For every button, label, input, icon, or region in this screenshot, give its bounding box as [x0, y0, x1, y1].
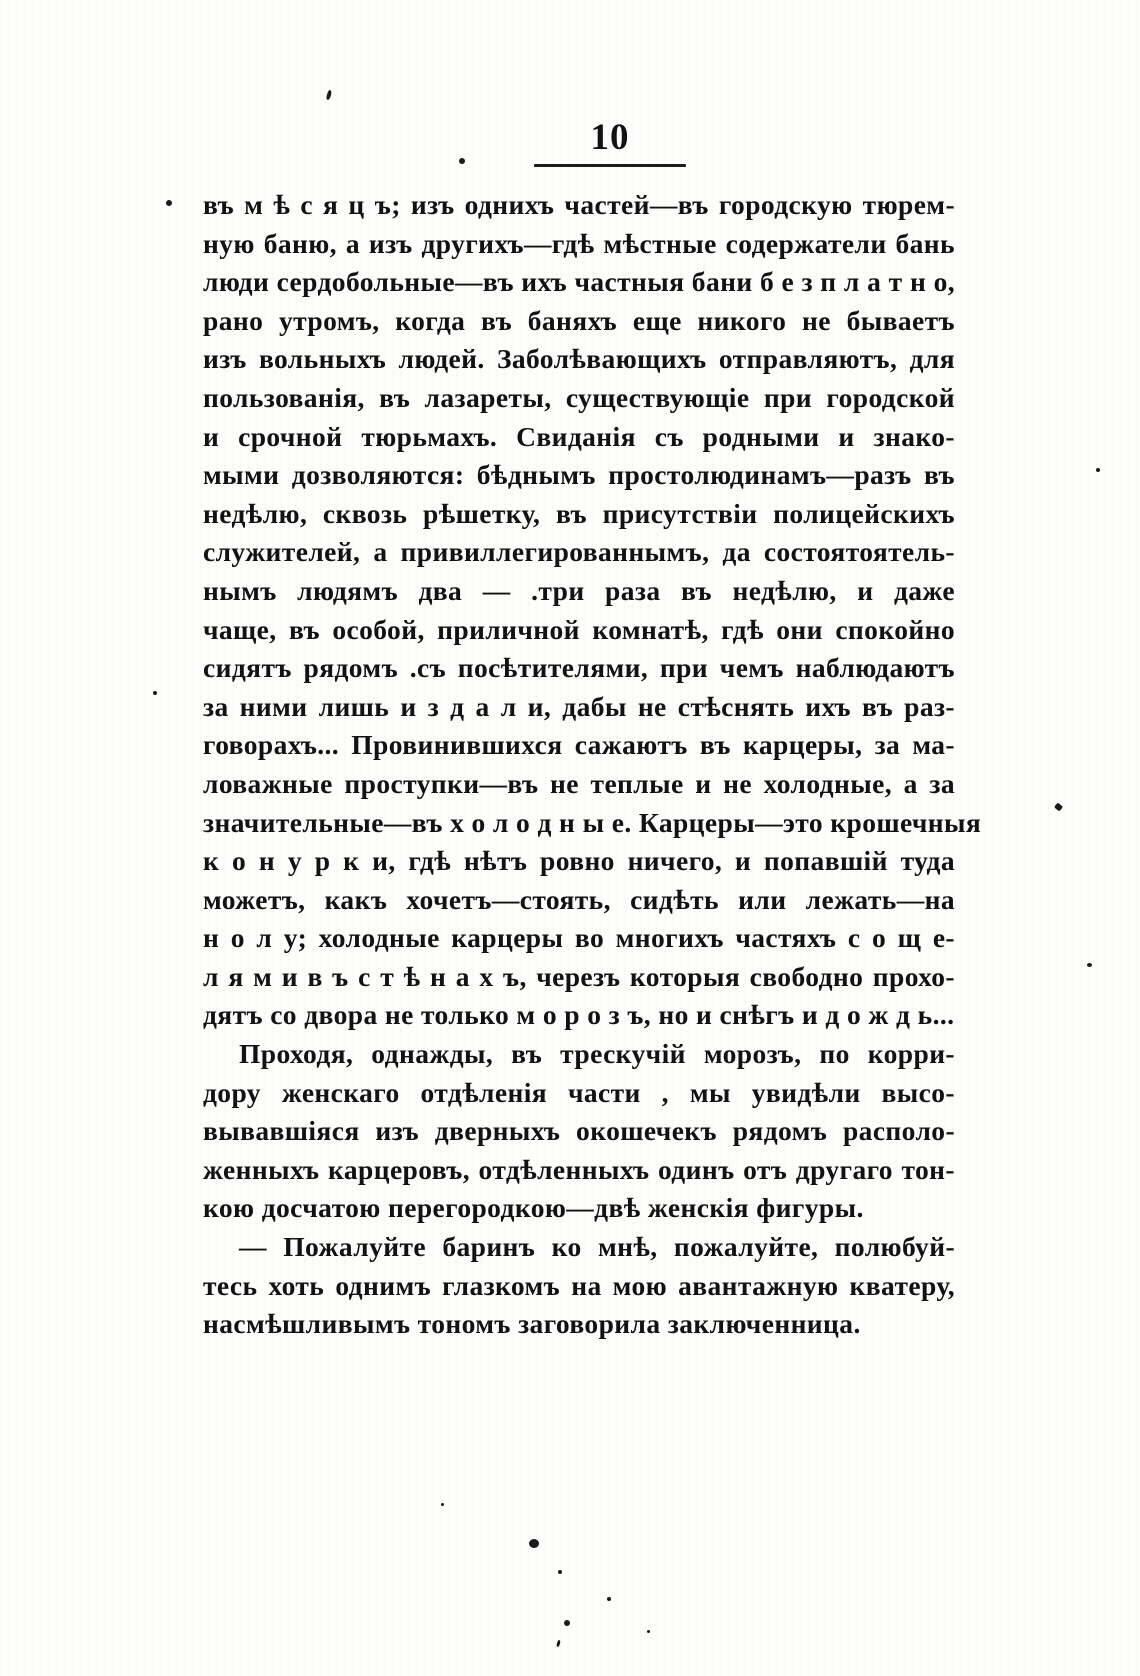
page-number: 10 — [590, 117, 630, 158]
text-line: Проходя, однажды, въ трескучій морозъ, по корри- — [239, 1038, 955, 1070]
text-line: ную баню, а изъ другихъ—гдѣ мѣстные содержатели бань — [203, 227, 955, 259]
text-line: значительные—въ х о л о д н ы е. Карцеры—это крошечныя — [203, 806, 982, 838]
ink-speck — [556, 1640, 561, 1648]
text-line: нымъ людямъ два — .три раза въ недѣлю, и даже — [203, 574, 955, 606]
page-header — [530, 118, 690, 167]
ink-speck — [1087, 963, 1092, 967]
text-line: вывавшіяся изъ дверныхъ окошечекъ рядомъ располо- — [203, 1115, 955, 1147]
text-line: служителей, а привиллегированнымъ, да состоятоятель- — [203, 536, 955, 568]
text-line: чаще, въ особой, приличной комнатѣ, гдѣ они спокойно — [203, 613, 955, 645]
text-line: рано утромъ, когда въ баняхъ еще никого не бываетъ — [203, 304, 955, 336]
text-line: пользованія, въ лазареты, существующіе при городской — [203, 381, 955, 413]
ink-speck — [564, 1620, 570, 1626]
text-line: люди сердобольные—въ ихъ частныя бани б е з п л а т н о, — [203, 266, 955, 298]
ink-speck — [166, 200, 172, 206]
text-line: можетъ, какъ хочетъ—стоять, сидѣть или лежать—на — [203, 883, 955, 915]
text-line: говорахъ... Провинившихся сажаютъ въ карцеры, за ма- — [203, 729, 955, 761]
page-number-rule — [534, 164, 686, 167]
text-line: дятъ со двора не только м о р о з ъ, но и снѣгъ и д о ж д ь... — [203, 999, 955, 1031]
text-line: и срочной тюрьмахъ. Свиданія съ родными и знако- — [203, 420, 955, 452]
ink-speck — [558, 1570, 562, 1574]
ink-speck — [153, 691, 157, 695]
ink-speck — [459, 158, 465, 164]
text-line: женныхъ карцеровъ, отдѣленныхъ одинъ отъ другаго тон- — [203, 1153, 955, 1185]
ink-speck — [441, 1503, 444, 1506]
text-line: изъ вольныхъ людей. Заболѣвающихъ отправляютъ, для — [203, 343, 955, 375]
text-line: тесь хоть однимъ глазкомъ на мою авантажную кватеру, — [203, 1269, 955, 1301]
text-line: насмѣшливымъ тономъ заговорила заключенница. — [203, 1308, 861, 1340]
ink-speck — [529, 1539, 539, 1548]
text-line: дору женскаго отдѣленія части , мы увидѣли высо- — [203, 1076, 955, 1108]
ink-speck — [607, 1597, 611, 1601]
text-line: недѣлю, сквозь рѣшетку, въ присутствіи полицейскихъ — [203, 497, 955, 529]
ink-speck — [1054, 802, 1063, 811]
text-block — [203, 186, 982, 1344]
text-line: кою досчатою перегородкою—двѣ женскія фигуры. — [203, 1192, 864, 1224]
ink-speck — [1096, 468, 1100, 472]
text-line: к о н у р к и, гдѣ нѣтъ ровно ничего, и попавшій туда — [203, 845, 955, 877]
text-line: сидятъ рядомъ .съ посѣтителями, при чемъ наблюдаютъ — [203, 652, 955, 684]
text-line: за ними лишь и з д а л и, дабы не стѣснять ихъ въ раз- — [203, 690, 955, 722]
text-line: л я м и в ъ с т ѣ н а х ъ, черезъ которыя свободно прохо- — [203, 960, 955, 992]
ink-speck — [647, 1630, 650, 1633]
ink-speck — [326, 90, 333, 101]
text-line: въ м ѣ с я ц ъ; изъ однихъ частей—въ городскую тюрем- — [203, 189, 955, 220]
text-line: н о л у; холодные карцеры во многихъ частяхъ с о щ е- — [203, 922, 955, 954]
text-line: ловажные проступки—въ не теплые и не холодные, а за — [203, 767, 955, 799]
text-line: мыми дозволяются: бѣднымъ простолюдинамъ—разъ въ — [203, 459, 955, 491]
text-line: — Пожалуйте баринъ ко мнѣ, пожалуйте, полюбуй- — [239, 1231, 955, 1263]
